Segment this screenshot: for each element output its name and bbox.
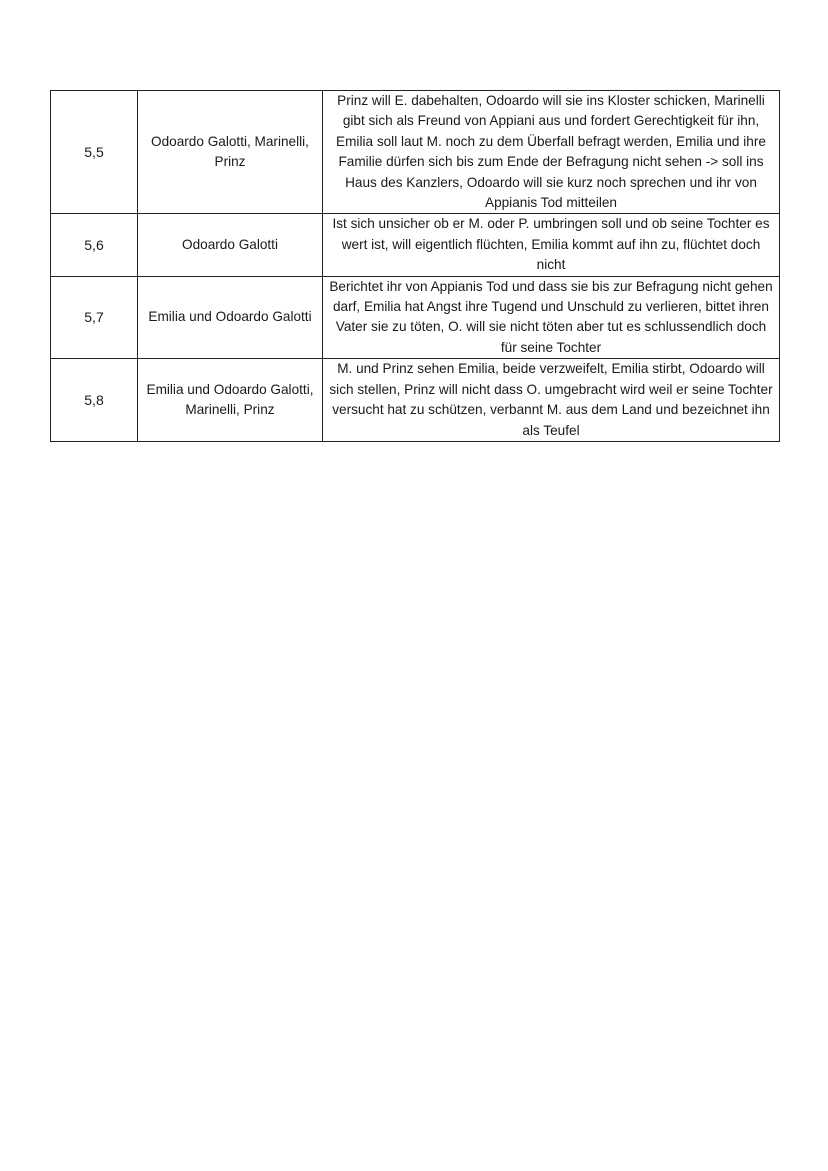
scene-summary-table <box>50 90 780 442</box>
table-row <box>51 359 780 442</box>
persons-cell: Emilia und Odoardo Galotti, Marinelli, Prinz <box>138 359 323 442</box>
scene-number-cell: 5,8 <box>51 359 138 442</box>
scene-number-cell: 5,5 <box>51 91 138 214</box>
content-cell: Berichtet ihr von Appianis Tod und dass sie bis zur Befragung nicht gehen darf, Emilia hat Angst ihre Tugend und Unschuld zu verlieren, bittet ihren Vater sie zu töten, O. will sie nicht töten aber tut es schlussendlich doch für seine Tochter <box>323 276 780 359</box>
content-cell: Prinz will E. dabehalten, Odoardo will sie ins Kloster schicken, Marinelli gibt sich als Freund von Appiani aus und fordert Gerechtigkeit für ihn, Emilia soll laut M. noch zu dem Überfall befragt werden, Emilia und ihre Familie dürfen sich bis zum Ende der Befragung nicht sehen -> soll ins Haus des Kanzlers, Odoardo will sie kurz noch sprechen und ihr von Appianis Tod mitteilen <box>323 91 780 214</box>
table-row <box>51 214 780 276</box>
persons-cell: Odoardo Galotti <box>138 214 323 276</box>
content-cell: M. und Prinz sehen Emilia, beide verzweifelt, Emilia stirbt, Odoardo will sich stellen, Prinz will nicht dass O. umgebracht wird weil er seine Tochter versucht hat zu schützen, verbannt M. aus dem Land und bezeichnet ihn als Teufel <box>323 359 780 442</box>
table-row <box>51 276 780 359</box>
scene-number-cell: 5,6 <box>51 214 138 276</box>
persons-cell: Odoardo Galotti, Marinelli, Prinz <box>138 91 323 214</box>
scene-number-cell: 5,7 <box>51 276 138 359</box>
content-cell: Ist sich unsicher ob er M. oder P. umbringen soll und ob seine Tochter es wert ist, will eigentlich flüchten, Emilia kommt auf ihn zu, flüchtet doch nicht <box>323 214 780 276</box>
table-row <box>51 91 780 214</box>
persons-cell: Emilia und Odoardo Galotti <box>138 276 323 359</box>
